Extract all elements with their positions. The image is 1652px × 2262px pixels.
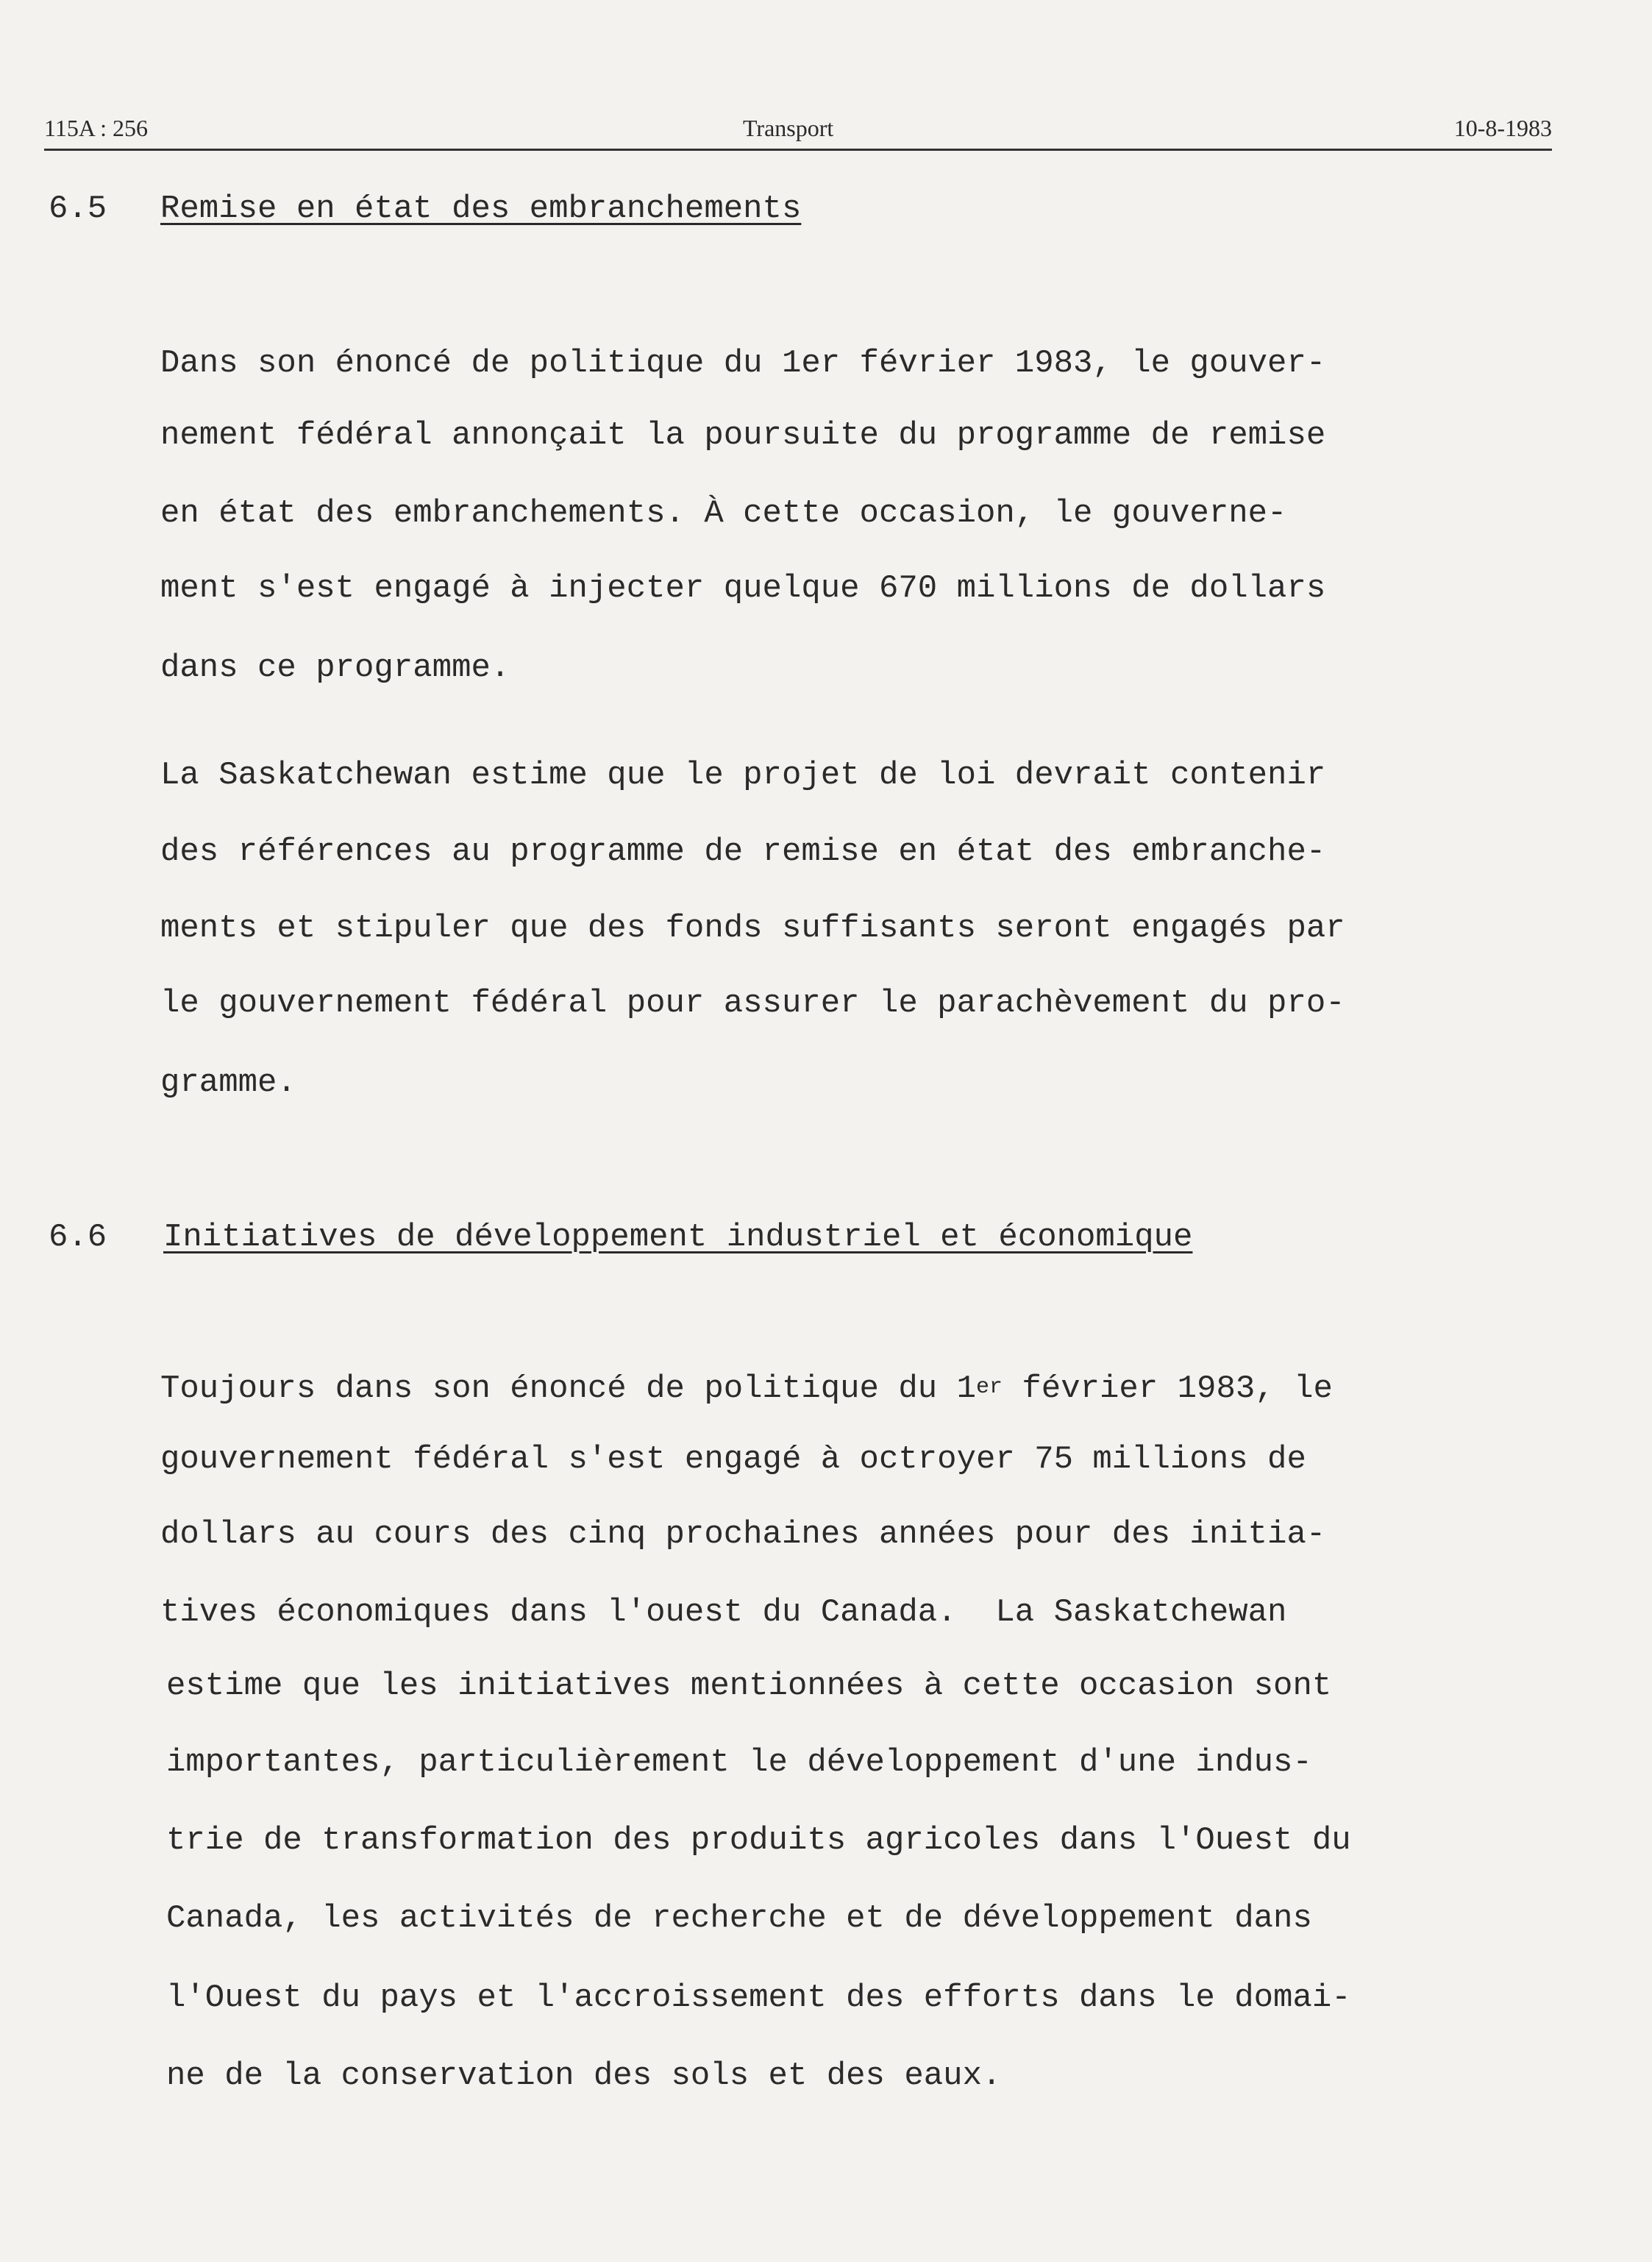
line-text: février 1983, le [1003, 1370, 1333, 1407]
paragraph-line: importantes, particulièrement le développement d'une indus- [166, 1744, 1312, 1781]
paragraph-line: trie de transformation des produits agricoles dans l'Ouest du [166, 1822, 1351, 1859]
paragraph-line: gouvernement fédéral s'est engagé à octroyer 75 millions de [160, 1441, 1306, 1478]
paragraph-line [160, 1370, 1333, 1407]
paragraph-line: ments et stipuler que des fonds suffisants seront engagés par [160, 910, 1345, 947]
paragraph-line: dollars au cours des cinq prochaines années pour des initia- [160, 1516, 1326, 1553]
page-header [44, 110, 1552, 151]
paragraph-line: dans ce programme. [160, 650, 510, 686]
header-reference: 115A : 256 [44, 115, 149, 141]
paragraph-line: gramme. [160, 1064, 296, 1101]
header-date: 10-8-1983 [1453, 115, 1552, 141]
section-number: 6.5 [49, 191, 107, 227]
paragraph-line: La Saskatchewan estime que le projet de loi devrait contenir [160, 757, 1326, 794]
paragraph-line: tives économiques dans l'ouest du Canada. La Saskatchewan [160, 1594, 1287, 1631]
line-text: Toujours dans son énoncé de politique du 1 [160, 1370, 976, 1407]
paragraph-line: l'Ouest du pays et l'accroissement des efforts dans le domai- [166, 1980, 1351, 2016]
ordinal-superscript: er [975, 1375, 1003, 1400]
paragraph-line: en état des embranchements. À cette occasion, le gouverne- [160, 495, 1287, 532]
paragraph-line: Dans son énoncé de politique du 1er février 1983, le gouver- [160, 345, 1326, 382]
paragraph-line: des références au programme de remise en état des embranche- [160, 833, 1326, 870]
paragraph-line: nement fédéral annonçait la poursuite du programme de remise [160, 417, 1326, 454]
section-number: 6.6 [49, 1219, 107, 1256]
paragraph-line: Canada, les activités de recherche et de développement dans [166, 1900, 1312, 1937]
paragraph-line: ne de la conservation des sols et des eaux. [166, 2058, 1002, 2094]
paragraph-line: ment s'est engagé à injecter quelque 670 millions de dollars [160, 570, 1326, 607]
paragraph-line: estime que les initiatives mentionnées à cette occasion sont [166, 1668, 1332, 1704]
section-title: Remise en état des embranchements [160, 191, 802, 227]
header-title: Transport [743, 115, 834, 141]
paragraph-line: le gouvernement fédéral pour assurer le parachèvement du pro- [160, 985, 1345, 1022]
section-title: Initiatives de développement industriel et économique [163, 1219, 1193, 1256]
